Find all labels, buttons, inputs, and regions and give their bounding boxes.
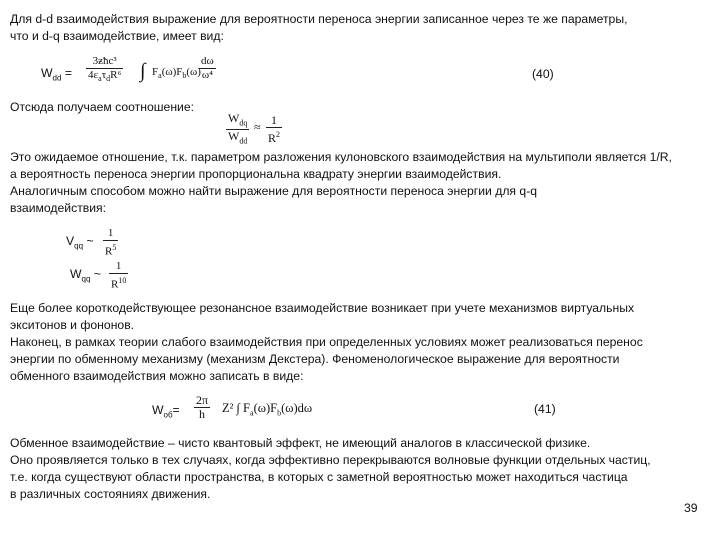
- paragraph-3-line-3: Наконец, в рамках теории слабого взаимодействия при определенных условиях может реализоваться перенос: [10, 335, 643, 349]
- formula-wqq-lhs: $W_{qq}$ ~: [70, 267, 101, 284]
- paragraph-3-line-5: обменного взаимодействия можно записать в виде:: [10, 369, 304, 383]
- ratio-rhs: $\frac{1}{R^2}$: [268, 113, 281, 145]
- page-number: 39: [684, 501, 698, 515]
- paragraph-3-line-2: экситонов и фононов.: [10, 318, 135, 332]
- paragraph-4-line-2: Оно проявляется только в тех случаях, когда эффективно перекрываются волновые функции отдельных частиц,: [10, 453, 651, 467]
- formula-41-lhs: $W_{об}=$: [152, 403, 180, 420]
- paragraph-2-line-1: Это ожидаемое отношение, т.к. параметром разложения кулоновского взаимодействия на мультиполи является 1/R,: [10, 150, 672, 164]
- formula-40-differential: $\frac{d\omega}{\text{ω⁴}}$: [201, 55, 214, 81]
- formula-40-lhs: $W_{dd}$ =: [41, 66, 72, 83]
- paragraph-3-line-1: Еще более короткодействующее резонансное взаимодействие возникает при учете механизмов виртуальных: [10, 301, 635, 315]
- integral-icon: ∫: [140, 60, 146, 82]
- paragraph-2-line-2: а вероятность переноса энергии пропорциональна квадрату энергии взаимодействия.: [10, 167, 502, 181]
- approx-sign: ≈: [254, 120, 261, 134]
- equation-number-40: (40): [532, 67, 554, 81]
- paragraph-3-line-4: энергии по обменному механизму (механизм Декстера). Феноменологическое выражение для вероятности: [10, 352, 620, 366]
- formula-41-body: Z² ∫ $F_a(\omega)F_b(\omega)d\omega$: [222, 401, 313, 418]
- formula-41-coefficient: $\frac{2\pi}{h}$: [196, 393, 209, 421]
- paragraph-1-line-1: Для d-d взаимодействия выражение для вероятности переноса энергии записанное через те же параметры,: [10, 12, 628, 26]
- ratio-intro: Отсюда получаем соотношение:: [10, 100, 195, 114]
- formula-vqq-fraction: $\frac{1}{R^5}$: [105, 227, 117, 258]
- paragraph-4-line-3: т.е. когда существуют области пространства, в которых с заметной вероятностью может находиться частица: [10, 470, 628, 484]
- paragraph-1-line-2: что и d-q взаимодействие, имеет вид:: [10, 29, 224, 43]
- paragraph-2-line-4: взаимодействия:: [10, 201, 107, 215]
- paragraph-4-line-1: Обменное взаимодействие – чисто квантовый эффект, не имеющий аналогов в классической физике.: [10, 436, 591, 450]
- formula-vqq-lhs: $V_{qq}$ ~: [66, 234, 94, 251]
- paragraph-4-line-4: в различных состояниях движения.: [10, 487, 211, 501]
- equation-number-41: (41): [534, 402, 556, 416]
- formula-40-integrand: $F_a(\omega)F_b(\omega)$: [152, 66, 201, 81]
- paragraph-2-line-3: Аналогичным способом можно найти выражение для вероятности переноса энергии для q-q: [10, 184, 538, 198]
- formula-40-coefficient: 3ƶħc³ $4\varepsilon_a\tau_dR^6$: [88, 55, 122, 84]
- ratio-fraction: $W_{dq}$ $W_{dd}$: [228, 111, 248, 146]
- formula-wqq-fraction: $\frac{1}{R^{10}}$: [111, 260, 127, 291]
